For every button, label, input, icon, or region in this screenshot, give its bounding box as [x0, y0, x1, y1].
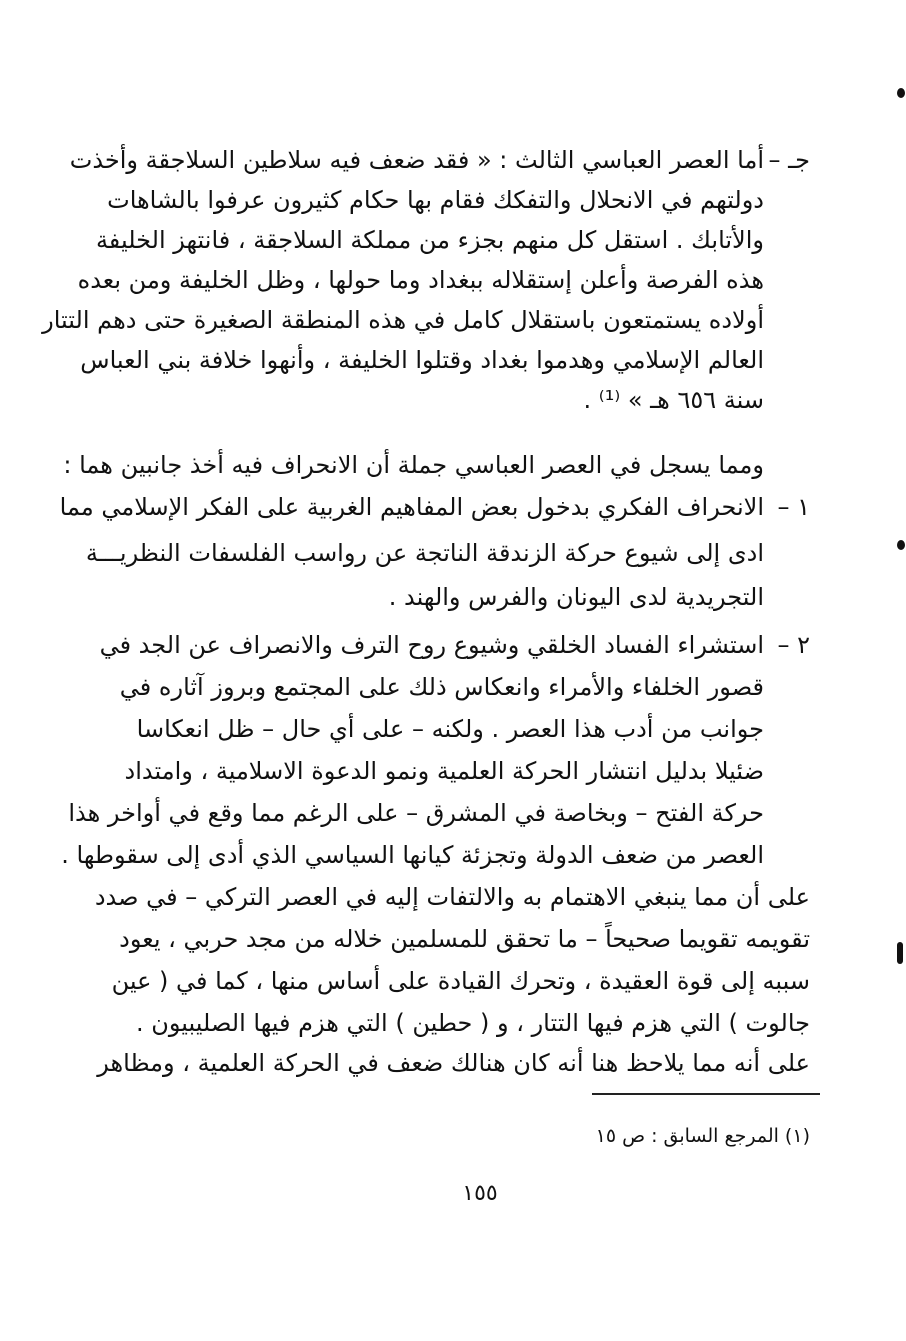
edge-mark-top [897, 88, 905, 98]
section-c-marker: جـ – [768, 146, 810, 174]
list-item-1-line-2: ادى إلى شيوع حركة الزندقة الناتجة عن رواسب الفلسفات النظريـــة [85, 539, 764, 567]
section-c-line-1: أما العصر العباسي الثالث : « فقد ضعف فيه سلاطين السلاجقة وأخذت [69, 146, 764, 174]
section-c-line-6: العالم الإسلامي وهدموا بغداد وقتلوا الخليفة ، وأنهوا خلافة بني العباس [80, 346, 764, 374]
list-item-2-line-2: قصور الخلفاء والأمراء وانعكاس ذلك على المجتمع وبروز آثاره في [119, 673, 764, 701]
edge-mark-lower [897, 942, 903, 964]
list-item-2-marker: ٢ – [777, 631, 810, 659]
list-item-2-line-3: جوانب من أدب هذا العصر . ولكنه – على أي حال – ظل انعكاسا [136, 715, 764, 743]
page-number: ١٥٥ [462, 1181, 498, 1206]
list-item-1-line-1: الانحراف الفكري بدخول بعض المفاهيم الغربية على الفكر الإسلامي مما [59, 493, 764, 521]
footnote: (١) المرجع السابق : ص ١٥ [595, 1125, 810, 1147]
closing-paragraph-line-4: جالوت ) التي هزم فيها التتار ، و ( حطين ) التي هزم فيها الصليبيون . [136, 1009, 810, 1037]
list-item-2-line-1: استشراء الفساد الخلقي وشيوع روح الترف والانصراف عن الجد في [99, 631, 764, 659]
closing-paragraph-line-1: على أن مما ينبغي الاهتمام به والالتفات إليه في العصر التركي – في صدد [94, 883, 810, 911]
edge-mark-middle [897, 540, 905, 550]
intro-line: ومما يسجل في العصر العباسي جملة أن الانحراف فيه أخذ جانبين هما : [63, 451, 764, 479]
closing-paragraph-line-2: تقويمه تقويما صحيحاً – ما تحقق للمسلمين خلاله من مجد حربي ، يعود [119, 925, 810, 953]
footnote-separator [592, 1093, 820, 1095]
section-c-line-5: أولاده يستمتعون باستقلال كامل في هذه المنطقة الصغيرة حتى دهم التتار [42, 306, 764, 334]
list-item-1-line-3: التجريدية لدى اليونان والفرس والهند . [388, 583, 764, 611]
list-item-1-marker: ١ – [777, 493, 810, 521]
list-item-2-line-5: حركة الفتح – وبخاصة في المشرق – على الرغم مما وقع في أواخر هذا [68, 799, 764, 827]
section-c-line-7: سنة ٦٥٦ هـ » ⁽¹⁾ . [583, 386, 764, 414]
section-c-line-2: دولتهم في الانحلال والتفكك فقام بها حكام كثيرون عرفوا بالشاهات [107, 186, 764, 214]
section-c-line-3: والأتابك . استقل كل منهم بجزء من مملكة السلاجقة ، فانتهز الخليفة [95, 226, 764, 254]
list-item-2-line-6: العصر من ضعف الدولة وتجزئة كيانها السياسي الذي أدى إلى سقوطها . [61, 841, 764, 869]
closing-paragraph-line-3: سببه إلى قوة العقيدة ، وتحرك القيادة على أساس منها ، كما في ( عين [111, 967, 810, 995]
section-c-line-4: هذه الفرصة وأعلن إستقلاله ببغداد وما حولها ، وظل الخليفة ومن بعده [77, 266, 764, 294]
closing-paragraph-line-5: على أنه مما يلاحظ هنا أنه كان هنالك ضعف في الحركة العلمية ، ومظاهر [97, 1049, 810, 1077]
list-item-2-line-4: ضئيلا بدليل انتشار الحركة العلمية ونمو الدعوة الاسلامية ، وامتداد [124, 757, 764, 785]
